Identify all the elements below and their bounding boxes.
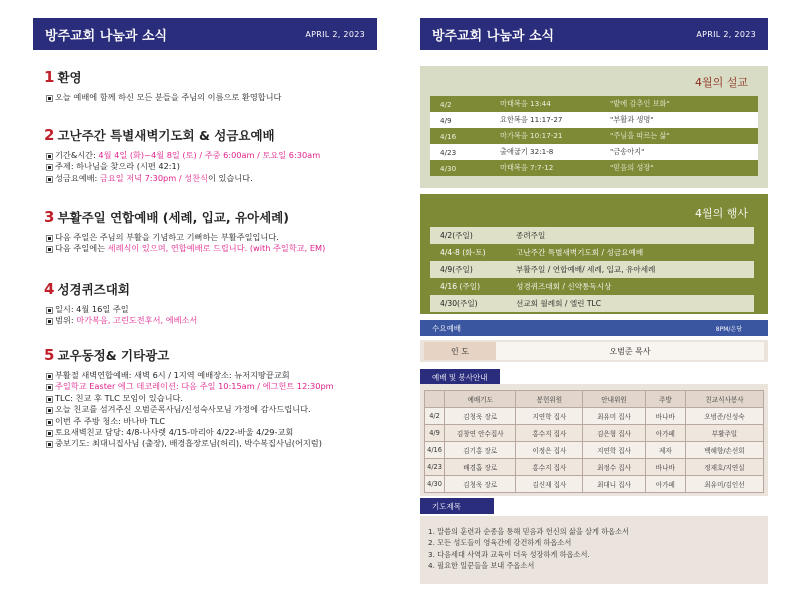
worship-role: 인 도 <box>424 342 496 360</box>
duty-cell: 김은형 집사 <box>583 425 645 442</box>
bullet-text: 일시: 4월 16일 주일 <box>55 304 129 314</box>
duty-cell: 4/30 <box>425 476 445 493</box>
wednesday-worship-bar <box>420 320 768 336</box>
sermon-schedule <box>420 66 768 188</box>
bullet-item <box>44 381 384 392</box>
event-row <box>430 244 754 261</box>
event-name: 종려주일 <box>506 227 754 244</box>
bullet-item <box>44 243 384 254</box>
event-date: 4/16 (주일) <box>430 278 506 295</box>
event-row <box>430 261 754 278</box>
duty-cell: 4/9 <box>425 425 445 442</box>
duty-table <box>424 390 764 493</box>
sermon-theme: "믿음의 성장" <box>600 160 758 176</box>
section-number: 2 <box>44 126 55 144</box>
sermon-theme: "부활과 생명" <box>600 112 758 128</box>
sermon-row <box>430 112 758 128</box>
duty-cell: 아가페 <box>645 425 685 442</box>
sermon-date: 4/23 <box>430 144 490 160</box>
bullet-item <box>44 304 384 315</box>
duty-row <box>425 408 764 425</box>
bullet-text: 토요새벽친교 담당: 4/8-나사렛 4/15-마리아 4/22-바울 4/29-교회 <box>55 427 294 438</box>
bullet-text: 중보기도: 최대니집사님 (출장), 배경흡장로님(허리), 박수복집사님(어지럼) <box>55 438 322 449</box>
section-heading: 환영 <box>57 70 82 85</box>
duty-header-cell: 봉헌위원 <box>516 391 583 408</box>
duty-cell: 김신재 집사 <box>516 476 583 493</box>
section-heading: 성경퀴즈대회 <box>57 282 130 297</box>
duty-row <box>425 476 764 493</box>
section-number: 3 <box>44 208 55 226</box>
bullet-text: 다음 주일에는 <box>55 243 108 254</box>
announcement-section <box>44 68 384 103</box>
bullet-item <box>44 393 384 404</box>
duty-row <box>425 459 764 476</box>
duty-cell: 이정은 집사 <box>516 442 583 459</box>
bullet-item <box>44 173 384 184</box>
left-page-header <box>33 18 377 50</box>
wednesday-worship-time: 8PM/온당 <box>715 325 742 333</box>
duty-cell: 김청욱 장로 <box>445 408 516 425</box>
event-name: 성경퀴즈대회 / 신약통독시상 <box>506 278 754 295</box>
event-name: 선교회 월례회 / 엘린 TLC <box>506 295 754 312</box>
bullet-item <box>44 427 384 438</box>
event-row <box>430 278 754 295</box>
event-date: 4/4-8 (화-토) <box>430 244 506 261</box>
duty-cell: 제자 <box>645 442 685 459</box>
bullet-item <box>44 416 384 427</box>
section-number: 1 <box>44 68 55 86</box>
duty-cell: 홍수지 집사 <box>516 425 583 442</box>
prayer-item: 4. 필요한 일꾼들을 보내 주옵소서 <box>428 561 535 571</box>
sermon-table <box>430 96 758 176</box>
prayer-section-label <box>420 498 494 514</box>
worship-leader-row <box>420 340 768 362</box>
section-title <box>44 280 384 298</box>
bullet-text: 범위: <box>55 315 77 326</box>
duty-cell: 지연학 집사 <box>516 408 583 425</box>
worship-leader: 오범준 목사 <box>496 342 764 360</box>
sermon-date: 4/2 <box>430 96 490 112</box>
bullet-text: 주제: 하나님을 찾으라 (시편 42:1) <box>55 161 180 172</box>
event-name: 부활주일 / 연합예배/ 세례, 입교, 유아세례 <box>506 261 754 278</box>
duty-cell: 최대니 집사 <box>583 476 645 493</box>
bulletin-date: APRIL 2, 2023 <box>696 29 756 39</box>
bullet-item <box>44 438 384 449</box>
bulletin-date: APRIL 2, 2023 <box>305 29 365 39</box>
duty-header-cell: 친교식사봉사 <box>685 391 763 408</box>
right-page-header <box>420 18 768 50</box>
event-row <box>430 295 754 312</box>
bullet-item <box>44 370 384 381</box>
sermon-date: 4/30 <box>430 160 490 176</box>
sermon-passage: 요한복음 11:17-27 <box>490 112 600 128</box>
event-date: 4/9(주일) <box>430 261 506 278</box>
duty-cell: 4/2 <box>425 408 445 425</box>
event-date: 4/30(주일) <box>430 295 506 312</box>
highlight-text: 금요일 저녁 7:30pm / 성찬식 <box>99 172 208 183</box>
event-date: 4/2(주일) <box>430 227 506 244</box>
sermon-theme: "밭에 감추인 보화" <box>600 96 758 112</box>
bullet-item <box>44 315 384 326</box>
duty-cell: 최유미/김인선 <box>685 476 763 493</box>
bullet-text: 오늘 친교를 섬겨주신 오범준목사님/신성숙사모님 가정에 감사드립니다. <box>55 404 311 415</box>
duty-cell: 최유미 집사 <box>583 408 645 425</box>
sermon-row <box>430 128 758 144</box>
duty-row <box>425 425 764 442</box>
sermon-date: 4/9 <box>430 112 490 128</box>
sermon-row <box>430 160 758 176</box>
bullet-item <box>44 92 384 103</box>
prayer-item: 2. 모든 성도들이 영육간에 강건하게 하옵소서 <box>428 538 572 548</box>
highlight-text: 마가복음, 고린도전후서, 에베소서 <box>76 315 198 326</box>
announcement-section <box>44 126 384 184</box>
bullet-text: 오늘 예배에 함께 하신 모든 분들을 주님의 이름으로 환영합니다 <box>55 92 282 102</box>
duty-header-cell: 주방 <box>645 391 685 408</box>
sermon-schedule-title: 4월의 설교 <box>695 76 748 89</box>
bullet-text: 다음 주일은 주님의 부활을 기념하고 기뻐하는 부활주일입니다. <box>55 232 279 242</box>
duty-cell: 김청욱 장로 <box>445 476 516 493</box>
duty-cell: 김창연 안수집사 <box>445 425 516 442</box>
duty-header-row <box>425 391 764 408</box>
duty-section-title: 예배 및 봉사안내 <box>432 372 488 382</box>
bullet-text: 성금요예배: <box>55 172 100 183</box>
section-heading: 부활주일 연합예배 (세례, 입교, 유아세례) <box>57 210 289 225</box>
bullet-text: 기간&시간: <box>55 150 99 160</box>
sermon-row <box>430 96 758 112</box>
duty-cell: 아가페 <box>645 476 685 493</box>
bullet-item <box>44 150 384 161</box>
sermon-passage: 마태복음 13:44 <box>490 96 600 112</box>
wednesday-worship-label: 수요예배 <box>432 323 461 333</box>
duty-header-cell: 예배기도 <box>445 391 516 408</box>
duty-header-cell: 안내위원 <box>583 391 645 408</box>
bulletin-title: 방주교회 나눔과 소식 <box>45 28 168 44</box>
duty-cell: 4/16 <box>425 442 445 459</box>
section-title <box>44 68 384 86</box>
duty-cell: 김기홍 장로 <box>445 442 516 459</box>
duty-cell: 바나바 <box>645 408 685 425</box>
sermon-passage: 출애굽기 32:1-8 <box>490 144 600 160</box>
duty-cell: 오범준/신성숙 <box>685 408 763 425</box>
section-number: 4 <box>44 280 55 298</box>
duty-cell: 백혜향/손선희 <box>685 442 763 459</box>
duty-schedule <box>420 384 768 496</box>
section-heading: 교우동정& 기타광고 <box>57 348 170 363</box>
announcement-section <box>44 346 384 450</box>
sermon-passage: 마가복음 10:17-21 <box>490 128 600 144</box>
event-schedule-title: 4월의 행사 <box>695 207 748 220</box>
bullet-text: 이번 주 주방 청소: 바나바 TLC <box>55 415 166 426</box>
bullet-item <box>44 232 384 243</box>
event-table <box>430 227 754 312</box>
event-row <box>430 227 754 244</box>
duty-cell: 최정수 집사 <box>583 459 645 476</box>
bullet-item <box>44 161 384 172</box>
sermon-theme: "금송아지" <box>600 144 758 160</box>
duty-cell: 4/23 <box>425 459 445 476</box>
section-title <box>44 126 384 144</box>
duty-cell: 바나바 <box>645 459 685 476</box>
sermon-theme: "주님을 따르는 삶" <box>600 128 758 144</box>
section-heading: 고난주간 특별새벽기도회 & 성금요예배 <box>57 128 275 143</box>
duty-header-cell <box>425 391 445 408</box>
highlight-text: 세례식이 있으며, 연합예배로 드립니다. (with 주일학교, EM) <box>107 243 326 254</box>
duty-cell: 배경흡 장로 <box>445 459 516 476</box>
bullet-text: 이 있습니다. <box>207 172 253 183</box>
section-title <box>44 208 384 226</box>
duty-cell: 정재호/지연실 <box>685 459 763 476</box>
duty-row <box>425 442 764 459</box>
duty-cell: 지연학 집사 <box>583 442 645 459</box>
duty-section-label <box>420 369 500 385</box>
sermon-passage: 마태복음 7:7-12 <box>490 160 600 176</box>
bullet-item <box>44 404 384 415</box>
sermon-row <box>430 144 758 160</box>
event-name: 고난주간 특별새벽기도회 / 성금요예배 <box>506 244 754 261</box>
sermon-date: 4/16 <box>430 128 490 144</box>
announcement-section <box>44 280 384 327</box>
highlight-text: 4월 4일 (화)~4월 8일 (토) / 주중 6:00am / 토요일 6:30am <box>98 150 321 160</box>
prayer-item: 1. 말씀의 훈련과 순종을 통해 믿음과 헌신의 삶을 살게 하옵소서 <box>428 527 630 536</box>
highlight-text: 주일학교 Easter 에그 데코레이션: 다음 주일 10:15am / 에그헌트 12:30pm <box>55 381 334 392</box>
duty-cell: 부활주일 <box>685 425 763 442</box>
prayer-item: 3. 다음세대 사역과 교육이 더욱 성장하게 하옵소서. <box>428 549 590 559</box>
prayer-section-title: 기도제목 <box>432 501 461 511</box>
bullet-text: 부활절 새벽연합예배: 새벽 6시 / 1지역 예배장소: 뉴저지땅끝교회 <box>55 370 290 380</box>
prayer-list <box>420 516 768 584</box>
section-number: 5 <box>44 346 55 364</box>
bulletin-title: 방주교회 나눔과 소식 <box>432 28 555 44</box>
duty-cell: 홍수지 집사 <box>516 459 583 476</box>
section-title <box>44 346 384 364</box>
announcement-section <box>44 208 384 255</box>
event-schedule <box>420 194 768 314</box>
bullet-text: TLC: 친교 후 TLC 모임이 있습니다. <box>55 392 184 403</box>
